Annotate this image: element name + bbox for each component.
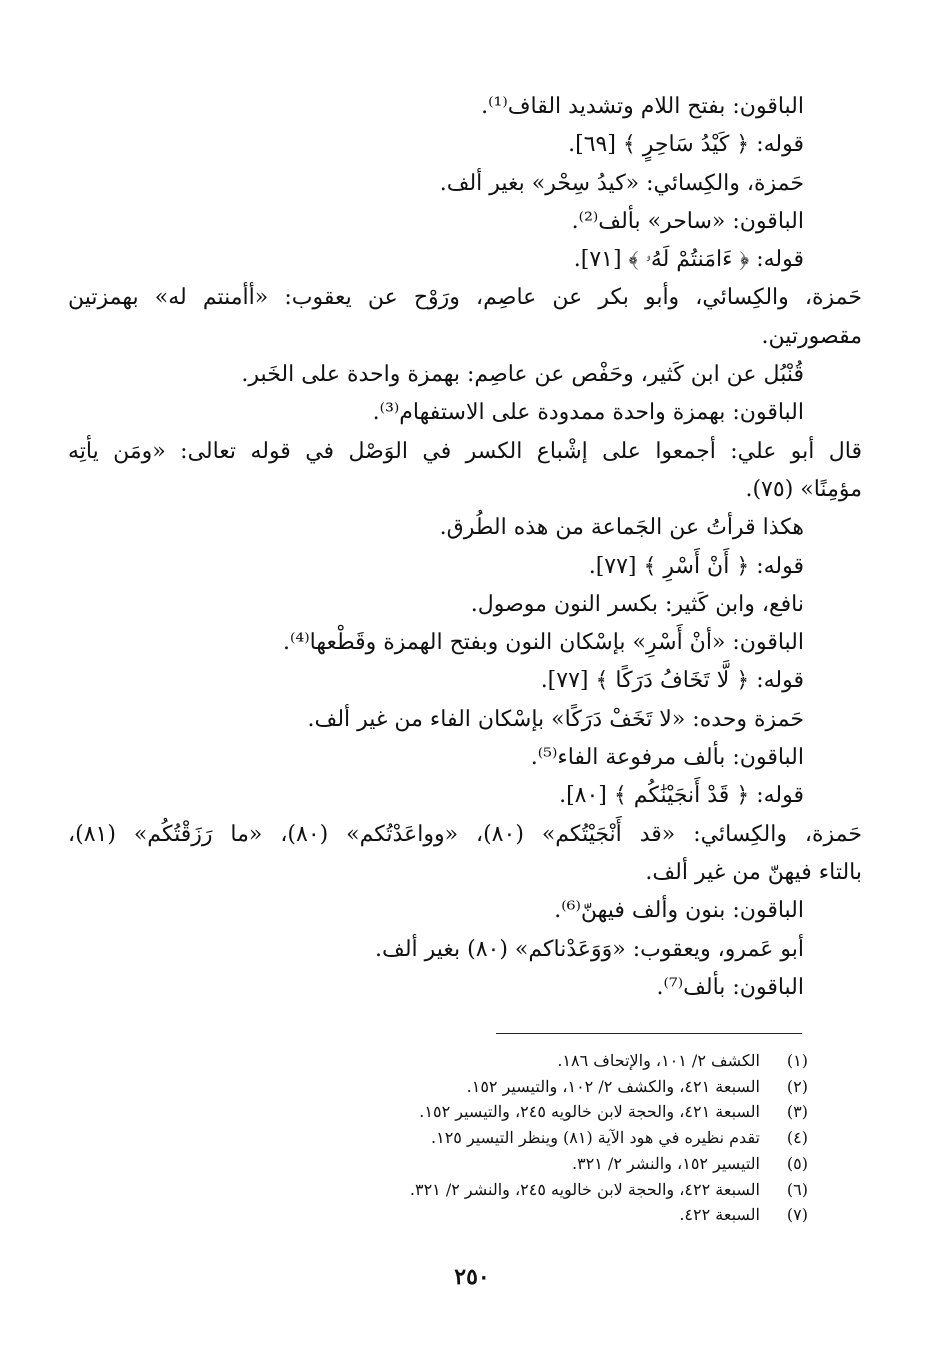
text-line: بالتاء فيهنّ من غير ألف. [645,859,862,885]
text-line: الباقون: «أنْ أَسْرِ» بإسْكان النون وبفتح الهمزة وقَطْعها⁽⁴⁾. [282,630,804,656]
text-line: حَمزة وحده: «لا تَخَفْ دَرَكًا» بإسْكان الفاء من غير ألف. [307,706,804,732]
footnote-text: السبعة ٤٢٢، والحجة لابن خالويه ٢٤٥، والنشر ٢/ ٣٢١. [409,1179,760,1199]
text-line: قوله: ﴿ ءَامَنتُمْ لَهُۥ ﴾ [٧١]. [573,247,804,273]
footnote-number: (٢) [786,1076,808,1096]
text-line: حَمزة، والكِسائي: «قد أَنْجَيْتُكم» (٨٠)، «وواعَدْتُكم» (٨٠)، «ما رَزَقْتُكُم» (٨١)، [68,821,863,847]
footnote-item [288,1099,808,1125]
footnote-text: الكشف ٢/ ١٠١، والإتحاف ١٨٦. [557,1051,760,1070]
footnote-text: السبعة ٤٢٢. [679,1205,760,1225]
text-line: هكذا قرأتُ عن الجَماعة من هذه الطُرق. [439,515,804,541]
text-line: الباقون: بألف مرفوعة الفاء⁽⁵⁾. [530,745,804,771]
footnote-item [288,1202,808,1228]
text-line: قوله: ﴿ كَيْدُ سَاحِرٍ ﴾ [٦٩]. [568,132,804,158]
footnote-item [288,1151,808,1177]
footnote-number: (٦) [786,1179,808,1199]
text-line: قُنْبُل عن ابن كَثير، وحَفْص عن عاصِم: بهمزة واحدة على الخَبر. [241,362,804,388]
text-line: مقصورتين. [761,323,862,349]
page-number: ٢٥٠ [454,1264,490,1290]
footnote-number: (٣) [786,1102,808,1122]
main-text [68,88,863,1007]
text-line: نافع، وابن كَثير: بكسر النون موصول. [470,591,804,617]
footnote-text: تقدم نظيره في هود الآية (٨١) وينظر التيسير ١٢٥. [431,1128,760,1148]
text-line: الباقون: بفتح اللام وتشديد القاف⁽¹⁾. [481,94,804,119]
text-line: أبو عَمرو، ويعقوب: «وَوَعَدْناكم» (٨٠) بغير ألف. [375,936,804,962]
text-line: مؤمِنًا» (٧٥). [745,476,862,502]
text-line: قوله: ﴿ قَدْ أَنجَيْنَٰكُم ﴾ [٨٠]. [559,783,804,809]
footnote-number: (١) [786,1051,808,1070]
text-line: حَمزة، والكِسائي، وأبو بكر عن عاصِم، ورَوْح عن يعقوب: «أأمنتم له» بهمزتين [68,285,862,311]
footnote-divider [496,1033,802,1034]
text-line: الباقون: «ساحر» بألف⁽²⁾. [571,208,804,234]
footnotes [288,1048,808,1228]
text-line: الباقون: بهمزة واحدة ممدودة على الاستفهام⁽³⁾. [372,400,804,426]
footnote-item [288,1125,808,1151]
footnote-item [288,1074,808,1100]
footnote-text: السبعة ٤٢١، والكشف ٢/ ١٠٢، والتيسير ١٥٢. [466,1076,760,1096]
text-line: قوله: ﴿ لَّا تَخَافُ دَرَكًا ﴾ [٧٧]. [540,668,804,694]
footnote-text: السبعة ٤٢١، والحجة لابن خالويه ٢٤٥، والتيسير ١٥٢. [419,1102,760,1122]
footnote-text: التيسير ١٥٢، والنشر ٢/ ٣٢١. [571,1153,760,1173]
footnote-number: (٥) [786,1153,808,1173]
text-line: الباقون: بألف⁽⁷⁾. [656,974,804,1000]
text-line: قال أبو علي: أجمعوا على إشْباع الكسر في الوَصْل في قوله تعالى: «ومَن يأتِه [68,438,862,464]
footnote-item [288,1177,808,1203]
footnote-number: (٧) [786,1205,808,1225]
text-line: الباقون: بنون وألف فيهنّ⁽⁶⁾. [554,898,804,924]
footnote-item [288,1048,808,1074]
text-line: قوله: ﴿ أَنْ أَسْرِ ﴾ [٧٧]. [588,553,804,579]
text-line: حَمزة، والكِسائي: «كيدُ سِحْر» بغير ألف. [439,170,804,196]
footnote-number: (٤) [786,1128,808,1148]
